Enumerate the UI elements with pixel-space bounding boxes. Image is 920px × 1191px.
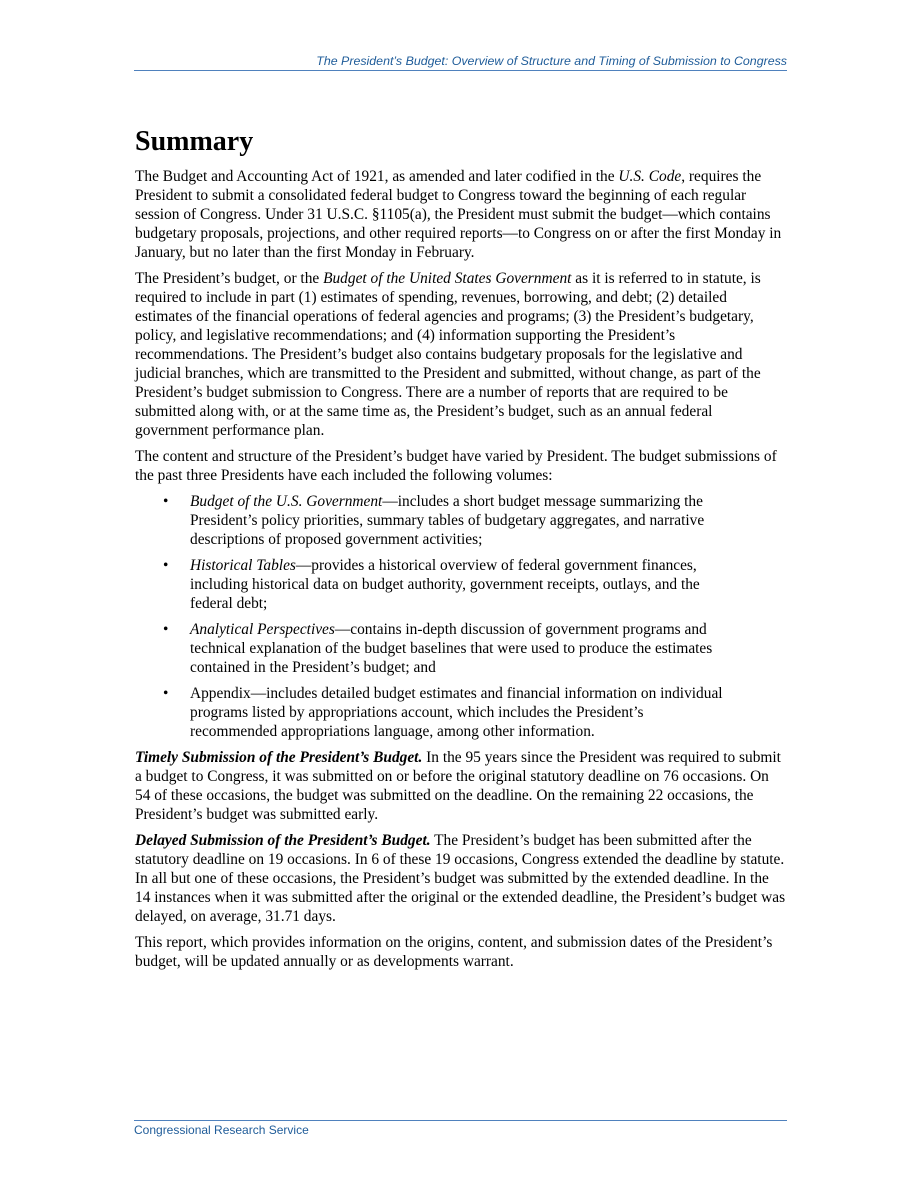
running-title: The President’s Budget: Overview of Structure and Timing of Submission to Congress <box>316 54 787 68</box>
paragraph-3: The content and structure of the President’s budget have varied by President. The budget submissions of the past three Presidents have each included the following volumes: <box>135 448 777 484</box>
footer-publisher: Congressional Research Service <box>134 1123 309 1137</box>
bullet-icon: • <box>163 493 169 510</box>
running-header <box>134 54 787 71</box>
list-item: • Budget of the U.S. Government—includes a short budget message summarizing the President’s policy priorities, summary tables of budgetary aggregates, and narrative descriptions of proposed government activities; <box>163 493 705 548</box>
page-content <box>135 124 787 978</box>
paragraph-delayed-submission: Delayed Submission of the President’s Budget. The President’s budget has been submitted after the statutory deadline on 19 occasions. In 6 of these 19 occasions, Congress extended the deadline by statute. In all but one of these occasions, the President’s budget was submitted by the extended deadline. In the 14 instances when it was submitted after the original or the extended deadline, the President’s budget was delayed, on average, 31.71 days. <box>135 832 786 925</box>
volume-list <box>135 492 787 741</box>
list-item: • Historical Tables—provides a historical overview of federal government finances, including historical data on budget authority, government receipts, outlays, and the federal debt; <box>163 557 700 612</box>
paragraph-1: The Budget and Accounting Act of 1921, as amended and later codified in the U.S. Code, requires the President to submit a consolidated federal budget to Congress toward the beginning of each regular session of Congress. Under 31 U.S.C. §1105(a), the President must submit the budget—which contains budgetary proposals, projections, and other required reports—to Congress on or after the first Monday in January, but no later than the first Monday in February. <box>135 168 782 261</box>
bullet-icon: • <box>163 557 169 574</box>
paragraph-report-note: This report, which provides information on the origins, content, and submission dates of the President’s budget, will be updated annually or as developments warrant. <box>135 934 773 970</box>
paragraph-2: The President’s budget, or the Budget of the United States Government as it is referred to in statute, is required to include in part (1) estimates of spending, revenues, borrowing, and debt; (2) detailed estimates of the financial operations of federal agencies and programs; (3) the President’s budgetary, policy, and legislative recommendations; and (4) information supporting the President’s recommendations. The President’s budget also contains budgetary proposals for the legislative and judicial branches, which are transmitted to the President and submitted, without change, as part of the President’s budget submission to Congress. There are a number of reports that are required to be submitted along with, or at the same time as, the President’s budget, such as an annual federal government performance plan. <box>135 270 761 439</box>
paragraph-timely-submission: Timely Submission of the President’s Budget. In the 95 years since the President was required to submit a budget to Congress, it was submitted on or before the original statutory deadline on 76 occasions. On 54 of these occasions, the budget was submitted on the deadline. On the remaining 22 occasions, the President’s budget was submitted early. <box>135 749 781 823</box>
list-item: • Analytical Perspectives—contains in-depth discussion of government programs and technical explanation of the budget baselines that were used to produce the estimates contained in the President’s budget; and <box>163 621 713 676</box>
section-title: Summary <box>135 126 254 157</box>
bullet-icon: • <box>163 621 169 638</box>
list-item: • Appendix—includes detailed budget estimates and financial information on individual programs listed by appropriations account, which includes the President’s recommended appropriations language, among other information. <box>163 685 723 740</box>
bullet-icon: • <box>163 685 169 702</box>
page-footer <box>134 1120 787 1137</box>
